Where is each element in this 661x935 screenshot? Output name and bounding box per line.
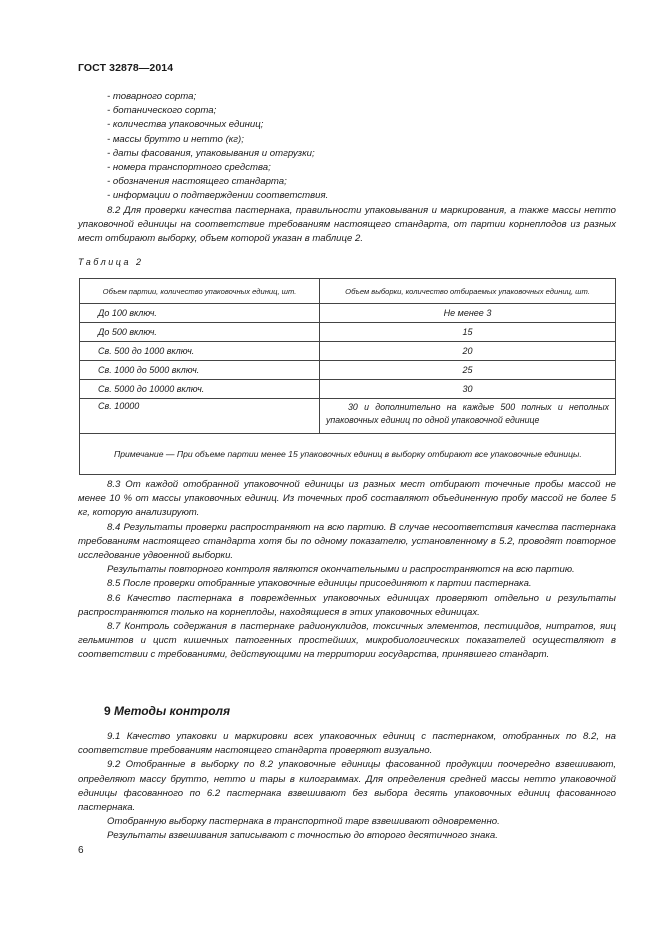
table-cell-lot: Св. 1000 до 5000 включ. <box>80 361 320 380</box>
list-block <box>78 90 616 246</box>
table-cell-sample: Не менее 3 <box>320 304 616 323</box>
table-note: Примечание — При объеме партии менее 15 упаковочных единиц в выборку отбирают все упаковочные единицы. <box>80 434 616 475</box>
list-item: - номера транспортного средства; <box>107 162 271 174</box>
section-8-body <box>78 478 616 663</box>
table-cell-sample: 25 <box>320 361 616 380</box>
table-cell-sample: 30 <box>320 380 616 399</box>
sample-size-table <box>79 278 616 475</box>
paragraph: 8.5 После проверки отобранные упаковочные единицы присоединяют к партии пастернака. <box>107 578 532 590</box>
table-cell-lot: До 100 включ. <box>80 304 320 323</box>
table-row <box>80 304 616 323</box>
list-item: - ботанического сорта; <box>107 105 217 117</box>
list-item: - количества упаковочных единиц; <box>107 119 264 131</box>
table-row <box>80 361 616 380</box>
section-heading <box>104 704 230 718</box>
table-caption: Таблица 2 <box>78 257 144 267</box>
paragraph-8-2: 8.2 Для проверки качества пастернака, правильности упаковывания и маркирования, а также массы нетто упаковочной единицы на соответствие требованиям настоящего стандарта, от партии корнеплодов из разных мест отбирают выборку, объем которой указан в таблице 2. <box>78 204 616 245</box>
paragraph: 9.2 Отобранные в выборку по 8.2 упаковочные единицы фасованной продукции поочередно взвешивают, определяют массу брутто, нетто и тары в килограммах. Для определения средней массы нетто упаковочной единицы фасованного по 6.2 пастернака взвешивают без выбора десять упаковочных единиц фасованного пастернака. <box>78 759 616 814</box>
table-header-lot: Объем партии, количество упаковочных единиц, шт. <box>80 279 320 304</box>
paragraph: 8.7 Контроль содержания в пастернаке радионуклидов, токсичных элементов, пестицидов, нитратов, яиц гельминтов и цист кишечных патогенных простейших, микробиологических показателей осуществляют в соответствии с требованиями, действующими на территории государства, принявшего стандарт. <box>78 621 616 661</box>
list-item: - массы брутто и нетто (кг); <box>107 133 244 145</box>
section-9-body <box>78 730 616 844</box>
page-number: 6 <box>78 845 84 856</box>
paragraph: Результаты повторного контроля являются окончательными и распространяются на всю партию. <box>107 564 575 576</box>
table-row <box>80 399 616 434</box>
table-cell-sample: 15 <box>320 323 616 342</box>
table-row <box>80 323 616 342</box>
table-cell-sample: 30 и дополнительно на каждые 500 полных и неполных упаковочных единиц по одной упаковочной единице <box>320 399 616 434</box>
list-item: - товарного сорта; <box>107 91 197 102</box>
list-item: - информации о подтверждении соответствия. <box>107 190 329 202</box>
table-cell-lot: Св. 10000 <box>80 399 320 434</box>
table-cell-lot: Св. 500 до 1000 включ. <box>80 342 320 361</box>
paragraph: 8.6 Качество пастернака в поврежденных упаковочных единицах проверяют отдельно и результаты распространяются только на корнеплоды, находящиеся в этих упаковочных единицах. <box>78 592 616 618</box>
table-cell-lot: Св. 5000 до 10000 включ. <box>80 380 320 399</box>
table-header-sample: Объем выборки, количество отбираемых упаковочных единиц, шт. <box>320 279 616 304</box>
section-number: 9 <box>104 704 111 718</box>
list-item: - обозначения настоящего стандарта; <box>107 176 287 188</box>
table-cell-sample: 20 <box>320 342 616 361</box>
section-title: Методы контроля <box>114 704 231 718</box>
document-header: ГОСТ 32878—2014 <box>78 62 174 74</box>
table-cell-lot: До 500 включ. <box>80 323 320 342</box>
table-note-row <box>80 434 616 475</box>
paragraph: 9.1 Качество упаковки и маркировки всех упаковочных единиц с пастернаком, отобранных по 8.2, на соответствие требованиям настоящего стандарта проверяют визуально. <box>78 731 616 757</box>
paragraph: 8.4 Результаты проверки распространяют на всю партию. В случае несоответствия качества пастернака требованиям настоящего стандарта хотя бы по одному показателю, установленному в 5.2, проводят повторное исследование удвоенной выборки. <box>78 521 616 562</box>
paragraph: Результаты взвешивания записывают с точностью до второго десятичного знака. <box>107 830 498 842</box>
table-row <box>80 342 616 361</box>
list-item: - даты фасования, упаковывания и отгрузки; <box>107 147 315 159</box>
paragraph: Отобранную выборку пастернака в транспортной таре взвешивают одновременно. <box>107 816 500 828</box>
table-row <box>80 380 616 399</box>
paragraph: 8.3 От каждой отобранной упаковочной единицы из разных мест отбирают точечные пробы массой не менее 10 % от массы упаковочных единиц. Из точечных проб составляют объединенную пробу массой не более 5 кг, которую анализируют. <box>78 479 616 519</box>
